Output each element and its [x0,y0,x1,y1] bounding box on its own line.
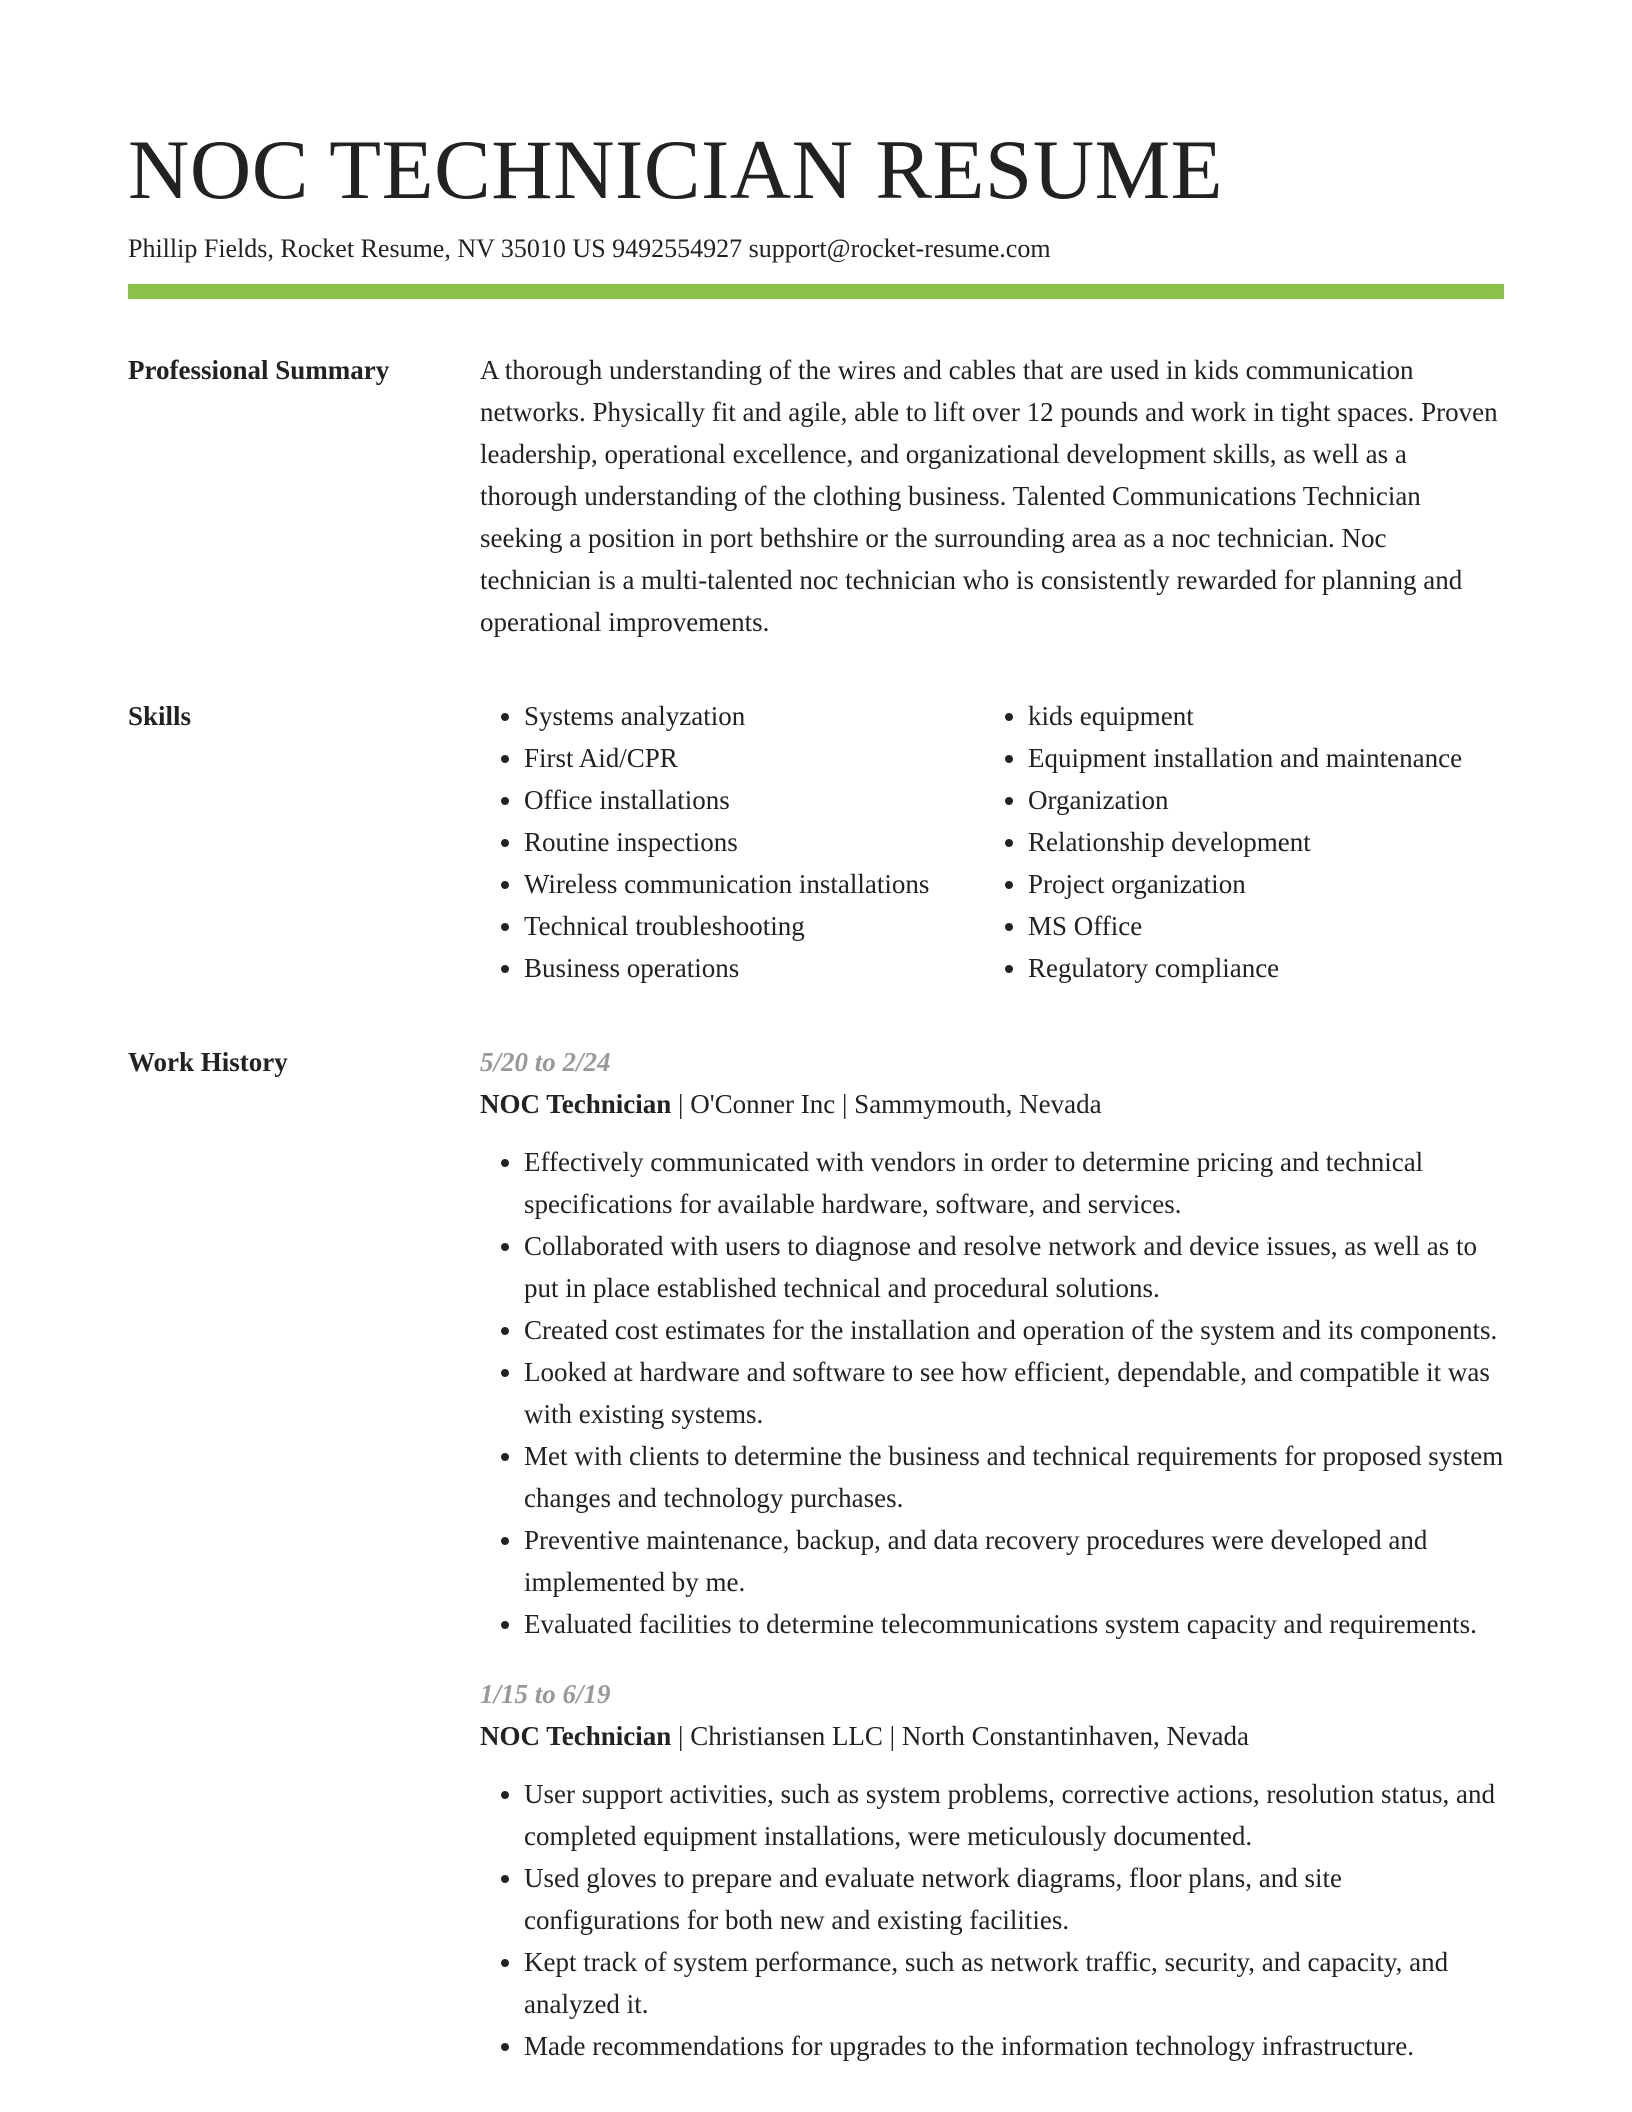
job-bullet: • Preventive maintenance, backup, and data recovery procedures were developed and implemented by me. [524,1519,1504,1603]
job-bullet: • Created cost estimates for the installation and operation of the system and its components. [524,1309,1504,1351]
contact-line: Phillip Fields, Rocket Resume, NV 35010 US 9492554927 support@rocket-resume.com [128,234,1051,263]
job-heading [480,1715,1504,1757]
skill-item: • MS Office [1028,905,1462,947]
job-bullet: • Made recommendations for upgrades to the information technology infrastructure. [524,2025,1504,2067]
job-bullet: • Used gloves to prepare and evaluate network diagrams, floor plans, and site configurations for both new and existing facilities. [524,1857,1504,1941]
summary-text: A thorough understanding of the wires and cables that are used in kids communication networks. Physically fit and agile, able to lift over 12 pounds and work in tight spaces. Proven leadership, operational excellence, and organizational development skills, as well as a thorough understanding of the clothing business. Talented Communications Technician seeking a position in port bethshire or the surrounding area as a noc technician. Noc technician is a multi-talented noc technician who is consistently rewarded for planning and operational improvements. [480,355,1498,637]
job-bullet: • Met with clients to determine the business and technical requirements for proposed system changes and technology purchases. [524,1435,1504,1519]
resume-title: NOC TECHNICIAN RESUME [128,123,1224,217]
job-dates: 5/20 to 2/24 [480,1047,611,1077]
job-bullets [480,1773,1504,2067]
job-bullet: • Evaluated facilities to determine telecommunications system capacity and requirements. [524,1603,1504,1645]
job-bullet: • Collaborated with users to diagnose and resolve network and device issues, as well as to put in place established technical and procedural solutions. [524,1225,1504,1309]
skills-section [128,695,1504,989]
job-employer-location: | Christiansen LLC | North Constantinhaven, Nevada [671,1721,1250,1751]
skills-list-right [984,695,1462,989]
summary-heading: Professional Summary [128,355,390,385]
job-bullets [480,1141,1504,1645]
skill-item: • First Aid/CPR [524,737,984,779]
skill-item: • Equipment installation and maintenance [1028,737,1462,779]
job-bullet: • User support activities, such as system problems, corrective actions, resolution status, and completed equipment installations, were meticulously documented. [524,1773,1504,1857]
work-history-heading: Work History [128,1047,288,1077]
accent-divider [128,284,1504,299]
job-heading [480,1083,1504,1125]
job-title: NOC Technician [480,1089,672,1119]
job-entry [480,1041,1504,1645]
skills-heading: Skills [128,701,192,731]
skill-item: • Business operations [524,947,984,989]
skills-list-left [480,695,984,989]
job-dates: 1/15 to 6/19 [480,1679,611,1709]
job-bullet: • Effectively communicated with vendors in order to determine pricing and technical specifications for available hardware, software, and services. [524,1141,1504,1225]
skill-item: • Project organization [1028,863,1462,905]
job-bullet: • Kept track of system performance, such as network traffic, security, and capacity, and analyzed it. [524,1941,1504,2025]
job-bullet: • Looked at hardware and software to see how efficient, dependable, and compatible it was with existing systems. [524,1351,1504,1435]
skill-item: • Wireless communication installations [524,863,984,905]
skill-item: • Office installations [524,779,984,821]
summary-section [128,349,1504,643]
resume-page [128,120,1504,2067]
job-employer-location: | O'Conner Inc | Sammymouth, Nevada [671,1089,1102,1119]
job-title: NOC Technician [480,1721,672,1751]
skill-item: • Routine inspections [524,821,984,863]
job-entry [480,1673,1504,2067]
skill-item: • Relationship development [1028,821,1462,863]
skill-item: • Organization [1028,779,1462,821]
skill-item: • kids equipment [1028,695,1462,737]
work-history-section [128,1041,1504,2067]
skill-item: • Systems analyzation [524,695,984,737]
skill-item: • Technical troubleshooting [524,905,984,947]
skill-item: • Regulatory compliance [1028,947,1462,989]
